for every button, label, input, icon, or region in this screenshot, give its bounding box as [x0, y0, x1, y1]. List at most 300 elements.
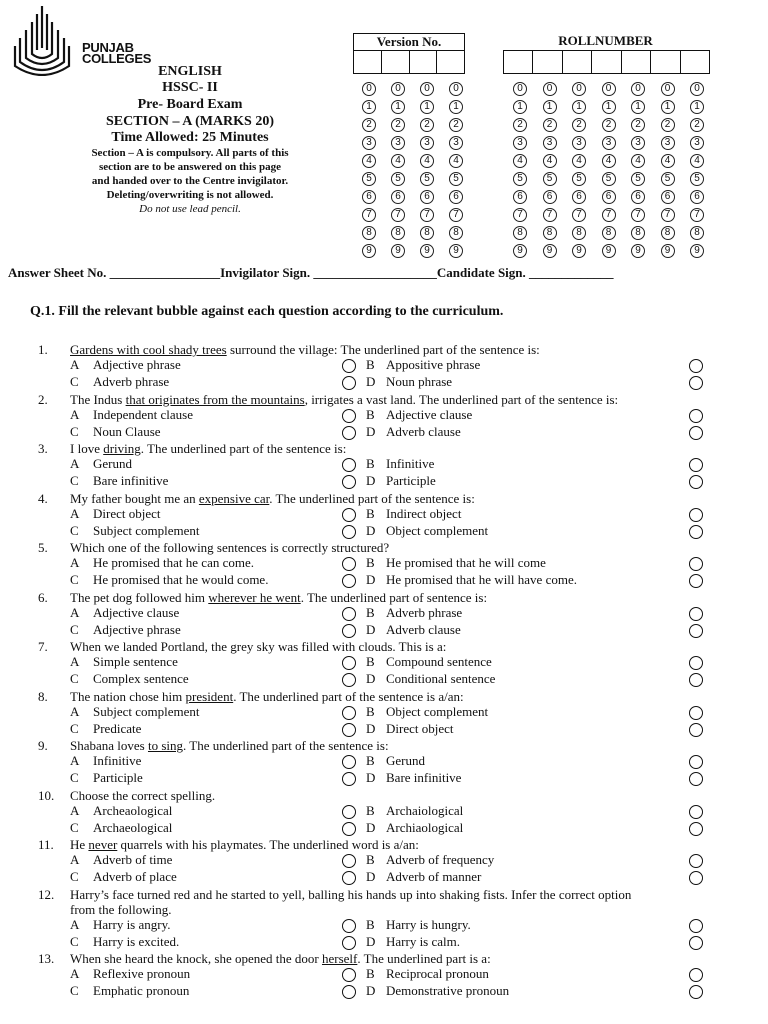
option-b-bubble[interactable] — [689, 919, 703, 933]
digit-bubble[interactable]: 9 — [449, 244, 463, 258]
option-letter-d: D — [366, 770, 376, 785]
digit-bubble[interactable]: 1 — [690, 100, 704, 114]
instruction-line-1: Section – A is compulsory. All parts of this — [91, 147, 289, 159]
option-letter-d: D — [366, 572, 376, 587]
rollnumber-entry-boxes[interactable] — [503, 50, 710, 74]
option-b-text: Object complement — [386, 703, 489, 719]
digit-bubble[interactable]: 9 — [602, 244, 616, 258]
option-letter-a: A — [70, 802, 80, 818]
option-letter-c: C — [70, 933, 79, 949]
instruction-line-3: and handed over to the Centre invigilator. — [91, 175, 289, 187]
digit-bubble[interactable]: 0 — [420, 82, 434, 96]
instruction-line-5: Do not use lead pencil. — [139, 203, 241, 215]
option-d-bubble[interactable] — [689, 673, 703, 687]
question-number: 8. — [38, 688, 48, 704]
digit-bubble[interactable]: 2 — [690, 118, 704, 132]
entry-cell[interactable] — [382, 51, 410, 73]
option-letter-a: A — [70, 555, 80, 570]
entry-cell[interactable] — [592, 51, 621, 73]
option-c-bubble[interactable] — [342, 624, 356, 638]
class-title: HSSC- II — [162, 80, 218, 95]
option-d-text: Conditional sentence — [386, 671, 496, 686]
option-a-bubble[interactable] — [342, 359, 356, 373]
digit-bubble[interactable]: 4 — [513, 154, 527, 168]
option-a-bubble[interactable] — [342, 919, 356, 933]
question-text: The nation chose him president. The underlined part of the sentence is a/an: — [70, 688, 464, 704]
option-letter-b: B — [366, 966, 375, 981]
underlined-part: wherever he went — [208, 589, 301, 605]
entry-cell[interactable] — [437, 51, 464, 73]
digit-bubble[interactable]: 6 — [362, 190, 376, 204]
digit-bubble[interactable]: 4 — [602, 154, 616, 168]
option-c-bubble[interactable] — [342, 673, 356, 687]
digit-bubble[interactable]: 0 — [543, 82, 557, 96]
digit-bubble[interactable]: 1 — [543, 100, 557, 114]
digit-bubble[interactable]: 4 — [690, 154, 704, 168]
option-b-bubble[interactable] — [689, 458, 703, 472]
option-letter-a: A — [70, 406, 80, 422]
digit-bubble[interactable]: 7 — [513, 208, 527, 222]
digit-bubble[interactable]: 2 — [513, 118, 527, 132]
digit-bubble[interactable]: 0 — [572, 82, 586, 96]
option-a-bubble[interactable] — [342, 458, 356, 472]
question-number: 4. — [38, 490, 48, 506]
entry-cell[interactable] — [504, 51, 533, 73]
option-d-text: Direct object — [386, 720, 454, 736]
digit-bubble[interactable]: 7 — [391, 208, 405, 222]
digit-bubble[interactable]: 4 — [631, 154, 645, 168]
digit-bubble[interactable]: 5 — [449, 172, 463, 186]
digit-bubble[interactable]: 8 — [602, 226, 616, 240]
option-c-text: Participle — [93, 770, 143, 785]
digit-bubble[interactable]: 8 — [572, 226, 586, 240]
option-b-text: Adverb phrase — [386, 604, 463, 620]
underlined-part: expensive car — [198, 490, 270, 506]
option-letter-c: C — [70, 819, 79, 835]
option-letter-d: D — [366, 819, 376, 835]
question-text: My father bought me an expensive car. The underlined part of the sentence is: — [70, 490, 475, 506]
digit-bubble[interactable]: 2 — [572, 118, 586, 132]
digit-bubble[interactable]: 1 — [391, 100, 405, 114]
digit-bubble[interactable]: 3 — [661, 136, 675, 150]
option-letter-c: C — [70, 869, 79, 884]
digit-bubble[interactable]: 8 — [631, 226, 645, 240]
option-letter-d: D — [366, 374, 376, 389]
option-letter-d: D — [366, 423, 376, 439]
option-d-bubble[interactable] — [689, 624, 703, 638]
digit-bubble[interactable]: 3 — [513, 136, 527, 150]
option-letter-a: A — [70, 753, 80, 768]
question-text: The Indus that originates from the mountains, irrigates a vast land. The underlined part of the sentence is: — [70, 391, 619, 407]
option-d-bubble[interactable] — [689, 574, 703, 588]
digit-bubble[interactable]: 0 — [362, 82, 376, 96]
digit-bubble[interactable]: 3 — [572, 136, 586, 150]
option-a-bubble[interactable] — [342, 508, 356, 522]
option-letter-d: D — [366, 720, 376, 736]
digit-bubble[interactable]: 7 — [602, 208, 616, 222]
option-letter-a: A — [70, 357, 80, 372]
question-number: 3. — [38, 441, 48, 456]
option-letter-c: C — [70, 983, 79, 998]
option-c-bubble[interactable] — [342, 936, 356, 950]
digit-bubble[interactable]: 8 — [513, 226, 527, 240]
digit-bubble[interactable]: 2 — [661, 118, 675, 132]
option-d-text: Adverb of manner — [386, 869, 482, 884]
option-d-bubble[interactable] — [689, 936, 703, 950]
digit-bubble[interactable]: 7 — [690, 208, 704, 222]
digit-bubble[interactable]: 2 — [391, 118, 405, 132]
option-letter-a: A — [70, 852, 80, 867]
option-b-text: Infinitive — [386, 456, 435, 471]
digit-bubble[interactable]: 4 — [572, 154, 586, 168]
option-b-bubble[interactable] — [689, 508, 703, 522]
digit-bubble[interactable]: 9 — [690, 244, 704, 258]
option-letter-d: D — [366, 522, 376, 538]
question-number: 10. — [38, 787, 55, 803]
option-c-bubble[interactable] — [342, 985, 356, 999]
digit-bubble[interactable]: 5 — [362, 172, 376, 186]
digit-bubble[interactable]: 0 — [513, 82, 527, 96]
digit-bubble[interactable]: 3 — [543, 136, 557, 150]
digit-bubble[interactable]: 6 — [543, 190, 557, 204]
option-c-bubble[interactable] — [342, 376, 356, 390]
digit-bubble[interactable]: 8 — [391, 226, 405, 240]
digit-bubble[interactable]: 5 — [572, 172, 586, 186]
digit-bubble[interactable]: 0 — [391, 82, 405, 96]
option-letter-b: B — [366, 357, 375, 372]
underlined-part: Gardens with cool shady trees — [70, 342, 227, 357]
question-text: Shabana loves to sing. The underlined part of the sentence is: — [70, 738, 389, 753]
subject-title: ENGLISH — [158, 64, 222, 79]
digit-bubble[interactable]: 2 — [449, 118, 463, 132]
option-d-bubble[interactable] — [689, 426, 703, 440]
option-d-bubble[interactable] — [689, 822, 703, 836]
option-c-bubble[interactable] — [342, 525, 356, 539]
option-letter-b: B — [366, 555, 375, 570]
digit-bubble[interactable]: 9 — [391, 244, 405, 258]
digit-bubble[interactable]: 7 — [543, 208, 557, 222]
question-number: 12. — [38, 886, 55, 902]
digit-bubble[interactable]: 7 — [631, 208, 645, 222]
digit-bubble[interactable]: 5 — [513, 172, 527, 186]
option-letter-d: D — [366, 933, 376, 949]
option-letter-b: B — [366, 654, 375, 669]
option-a-text: Infinitive — [93, 753, 142, 768]
option-letter-a: A — [70, 456, 80, 471]
digit-bubble[interactable]: 7 — [449, 208, 463, 222]
option-letter-d: D — [366, 473, 376, 488]
question-text: Harry’s face turned red and he started to yell, balling his hands up into shaking fists. Infer the correct option — [70, 886, 632, 902]
digit-bubble[interactable]: 8 — [362, 226, 376, 240]
option-d-bubble[interactable] — [689, 985, 703, 999]
entry-cell[interactable] — [533, 51, 562, 73]
option-b-bubble[interactable] — [689, 409, 703, 423]
digit-bubble[interactable]: 3 — [631, 136, 645, 150]
question-number: 11. — [38, 837, 54, 852]
digit-bubble[interactable]: 4 — [449, 154, 463, 168]
question-text: He never quarrels with his playmates. The underlined word is a/an: — [70, 837, 419, 852]
digit-bubble[interactable]: 1 — [602, 100, 616, 114]
digit-bubble[interactable]: 6 — [420, 190, 434, 204]
option-d-text: Adverb clause — [386, 423, 461, 439]
question-text: Gardens with cool shady trees surround the village: The underlined part of the sentence is: — [70, 342, 540, 357]
question-text: I love driving. The underlined part of the sentence is: — [70, 441, 347, 456]
option-c-bubble[interactable] — [342, 475, 356, 489]
digit-bubble[interactable]: 3 — [602, 136, 616, 150]
option-b-bubble[interactable] — [689, 968, 703, 982]
option-b-text: Appositive phrase — [386, 357, 481, 372]
option-d-text: Archiaological — [386, 819, 464, 835]
option-a-text: Simple sentence — [93, 654, 178, 669]
option-b-bubble[interactable] — [689, 805, 703, 819]
option-b-bubble[interactable] — [689, 656, 703, 670]
option-a-text: Harry is angry. — [93, 916, 171, 932]
digit-bubble[interactable]: 3 — [420, 136, 434, 150]
digit-bubble[interactable]: 8 — [661, 226, 675, 240]
option-c-bubble[interactable] — [342, 426, 356, 440]
logo-line-2: COLLEGES — [82, 51, 152, 66]
underlined-part: that originates from the mountains — [125, 391, 305, 407]
digit-bubble[interactable]: 0 — [661, 82, 675, 96]
digit-bubble[interactable]: 6 — [449, 190, 463, 204]
option-c-text: Adverb phrase — [93, 374, 170, 389]
option-d-text: Participle — [386, 473, 436, 488]
option-d-bubble[interactable] — [689, 772, 703, 786]
option-d-text: Adverb clause — [386, 621, 461, 637]
option-d-text: Harry is calm. — [386, 933, 461, 949]
option-c-bubble[interactable] — [342, 723, 356, 737]
option-a-bubble[interactable] — [342, 557, 356, 571]
question-number: 2. — [38, 391, 48, 407]
option-letter-a: A — [70, 654, 80, 669]
option-letter-c: C — [70, 423, 79, 439]
question-number: 9. — [38, 738, 48, 753]
option-a-bubble[interactable] — [342, 755, 356, 769]
digit-bubble[interactable]: 3 — [449, 136, 463, 150]
entry-cell[interactable] — [651, 51, 680, 73]
digit-bubble[interactable]: 9 — [362, 244, 376, 258]
option-b-bubble[interactable] — [689, 755, 703, 769]
digit-bubble[interactable]: 1 — [362, 100, 376, 114]
option-b-bubble[interactable] — [689, 607, 703, 621]
underlined-part: never — [88, 837, 118, 852]
digit-bubble[interactable]: 9 — [661, 244, 675, 258]
underlined-part: herself — [321, 951, 358, 966]
option-c-bubble[interactable] — [342, 871, 356, 885]
option-c-bubble[interactable] — [342, 822, 356, 836]
entry-cell[interactable] — [681, 51, 709, 73]
option-d-bubble[interactable] — [689, 723, 703, 737]
digit-bubble[interactable]: 9 — [513, 244, 527, 258]
time-allowed: Time Allowed: 25 Minutes — [111, 130, 269, 145]
logo-line-1: PUNJAB — [82, 40, 134, 55]
digit-bubble[interactable]: 5 — [391, 172, 405, 186]
digit-bubble[interactable]: 6 — [513, 190, 527, 204]
option-letter-b: B — [366, 852, 375, 867]
option-b-bubble[interactable] — [689, 854, 703, 868]
digit-bubble[interactable]: 0 — [449, 82, 463, 96]
digit-bubble[interactable]: 6 — [631, 190, 645, 204]
digit-bubble[interactable]: 3 — [690, 136, 704, 150]
digit-bubble[interactable]: 6 — [661, 190, 675, 204]
digit-bubble[interactable]: 1 — [449, 100, 463, 114]
option-a-text: Adjective clause — [93, 604, 180, 620]
option-letter-b: B — [366, 753, 375, 768]
option-letter-b: B — [366, 604, 375, 620]
option-a-bubble[interactable] — [342, 805, 356, 819]
option-letter-a: A — [70, 703, 80, 719]
digit-bubble[interactable]: 8 — [420, 226, 434, 240]
option-b-bubble[interactable] — [689, 706, 703, 720]
question-text-continued: from the following. — [70, 901, 172, 917]
digit-bubble[interactable]: 6 — [572, 190, 586, 204]
digit-bubble[interactable]: 7 — [362, 208, 376, 222]
option-letter-d: D — [366, 869, 376, 884]
digit-bubble[interactable]: 4 — [420, 154, 434, 168]
option-letter-c: C — [70, 621, 79, 637]
option-letter-a: A — [70, 966, 80, 981]
digit-bubble[interactable]: 3 — [362, 136, 376, 150]
option-b-text: Harry is hungry. — [386, 916, 471, 932]
digit-bubble[interactable]: 1 — [513, 100, 527, 114]
option-b-text: Indirect object — [386, 505, 462, 521]
digit-bubble[interactable]: 0 — [690, 82, 704, 96]
option-c-text: Complex sentence — [93, 671, 189, 686]
digit-bubble[interactable]: 5 — [420, 172, 434, 186]
option-a-text: Direct object — [93, 505, 161, 521]
question-text: Choose the correct spelling. — [70, 787, 216, 803]
option-b-text: Gerund — [386, 753, 425, 768]
option-a-text: Independent clause — [93, 406, 193, 422]
digit-bubble[interactable]: 2 — [362, 118, 376, 132]
logo-emblem-icon — [12, 4, 72, 76]
digit-bubble[interactable]: 6 — [602, 190, 616, 204]
option-letter-d: D — [366, 983, 376, 998]
option-d-bubble[interactable] — [689, 376, 703, 390]
question-number: 5. — [38, 540, 48, 555]
option-d-text: Bare infinitive — [386, 770, 462, 785]
digit-bubble[interactable]: 2 — [420, 118, 434, 132]
entry-cell[interactable] — [410, 51, 438, 73]
option-a-bubble[interactable] — [342, 968, 356, 982]
digit-bubble[interactable]: 8 — [690, 226, 704, 240]
option-c-bubble[interactable] — [342, 772, 356, 786]
option-b-bubble[interactable] — [689, 557, 703, 571]
digit-bubble[interactable]: 9 — [631, 244, 645, 258]
option-a-text: Subject complement — [93, 703, 200, 719]
option-b-bubble[interactable] — [689, 359, 703, 373]
digit-bubble[interactable]: 4 — [362, 154, 376, 168]
option-c-text: Bare infinitive — [93, 473, 169, 488]
option-d-bubble[interactable] — [689, 871, 703, 885]
option-letter-b: B — [366, 802, 375, 818]
option-c-text: Noun Clause — [93, 423, 161, 439]
digit-bubble[interactable]: 5 — [631, 172, 645, 186]
option-d-bubble[interactable] — [689, 525, 703, 539]
option-b-text: Adverb of frequency — [386, 852, 495, 867]
entry-cell[interactable] — [622, 51, 651, 73]
option-a-bubble[interactable] — [342, 409, 356, 423]
digit-bubble[interactable]: 0 — [602, 82, 616, 96]
option-a-text: Reflexive pronoun — [93, 966, 191, 981]
option-a-bubble[interactable] — [342, 656, 356, 670]
question-number: 7. — [38, 639, 48, 654]
digit-bubble[interactable]: 8 — [449, 226, 463, 240]
option-letter-b: B — [366, 456, 375, 471]
digit-bubble[interactable]: 6 — [690, 190, 704, 204]
digit-bubble[interactable]: 2 — [543, 118, 557, 132]
digit-bubble[interactable]: 5 — [543, 172, 557, 186]
option-d-text: Noun phrase — [386, 374, 453, 389]
option-c-text: Emphatic pronoun — [93, 983, 190, 998]
underlined-part: president — [185, 688, 234, 704]
instruction-line-2: section are to be answered on this page — [98, 161, 281, 173]
digit-bubble[interactable]: 2 — [602, 118, 616, 132]
option-letter-d: D — [366, 621, 376, 637]
option-a-bubble[interactable] — [342, 607, 356, 621]
digit-bubble[interactable]: 9 — [420, 244, 434, 258]
digit-bubble[interactable]: 9 — [572, 244, 586, 258]
option-d-text: He promised that he will have come. — [386, 572, 577, 587]
digit-bubble[interactable]: 1 — [572, 100, 586, 114]
option-b-text: Adjective clause — [386, 406, 473, 422]
digit-bubble[interactable]: 9 — [543, 244, 557, 258]
digit-bubble[interactable]: 5 — [690, 172, 704, 186]
option-a-bubble[interactable] — [342, 854, 356, 868]
option-letter-b: B — [366, 406, 375, 422]
question-text: The pet dog followed him wherever he went. The underlined part of sentence is: — [70, 589, 488, 605]
digit-bubble[interactable]: 3 — [391, 136, 405, 150]
digit-bubble[interactable]: 1 — [420, 100, 434, 114]
option-a-bubble[interactable] — [342, 706, 356, 720]
digit-bubble[interactable]: 4 — [391, 154, 405, 168]
option-c-bubble[interactable] — [342, 574, 356, 588]
digit-bubble[interactable]: 1 — [661, 100, 675, 114]
digit-bubble[interactable]: 2 — [631, 118, 645, 132]
entry-cell[interactable] — [563, 51, 592, 73]
signature-line: Answer Sheet No. _________________Invigilator Sign. ___________________Candidate Sign. _____________ — [8, 265, 614, 280]
question-text: When we landed Portland, the grey sky was filled with clouds. This is a: — [70, 639, 447, 654]
digit-bubble[interactable]: 4 — [543, 154, 557, 168]
digit-bubble[interactable]: 7 — [661, 208, 675, 222]
option-d-bubble[interactable] — [689, 475, 703, 489]
question-text: Which one of the following sentences is correctly structured? — [70, 540, 390, 555]
option-d-text: Demonstrative pronoun — [386, 983, 510, 998]
option-c-text: He promised that he would come. — [93, 572, 269, 587]
digit-bubble[interactable]: 5 — [661, 172, 675, 186]
option-letter-a: A — [70, 916, 80, 932]
option-letter-c: C — [70, 473, 79, 488]
option-letter-c: C — [70, 671, 79, 686]
digit-bubble[interactable]: 1 — [631, 100, 645, 114]
digit-bubble[interactable]: 8 — [543, 226, 557, 240]
digit-bubble[interactable]: 7 — [420, 208, 434, 222]
option-letter-d: D — [366, 671, 376, 686]
digit-bubble[interactable]: 4 — [661, 154, 675, 168]
option-c-text: Adjective phrase — [93, 621, 181, 637]
option-b-text: Archaiological — [386, 802, 464, 818]
section-title: SECTION – A (MARKS 20) — [105, 114, 275, 129]
digit-bubble[interactable]: 0 — [631, 82, 645, 96]
underlined-part: driving — [103, 441, 141, 456]
option-a-text: Gerund — [93, 456, 132, 471]
question-number: 1. — [38, 342, 48, 357]
version-entry-boxes[interactable] — [353, 50, 465, 74]
entry-cell[interactable] — [354, 51, 382, 73]
digit-bubble[interactable]: 7 — [572, 208, 586, 222]
digit-bubble[interactable]: 6 — [391, 190, 405, 204]
digit-bubble[interactable]: 5 — [602, 172, 616, 186]
